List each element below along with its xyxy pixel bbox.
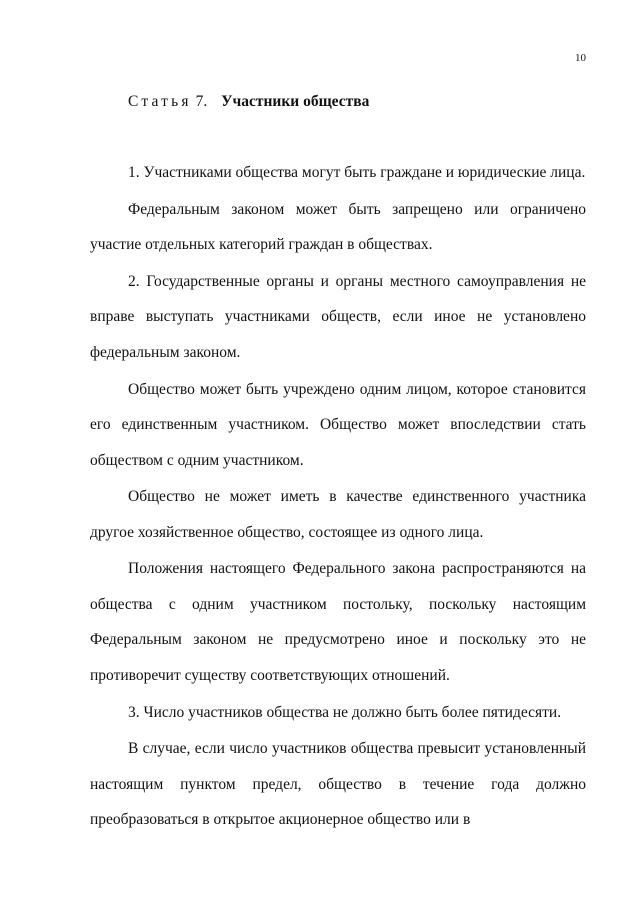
article-heading <box>128 92 369 112</box>
paragraph: Положения настоящего Федерального закона распространяются на общества с одним участником постольку, поскольку настоящим Федеральным законом не предусмотрено иное и поскольку это не противоречит существу соответствующих отношений. <box>90 560 586 684</box>
article-label: Статья <box>128 93 192 110</box>
paragraph: Общество не может иметь в качестве единственного участника другое хозяйственное общество, состоящее из одного лица. <box>90 488 586 541</box>
article-body <box>90 155 586 839</box>
article-title: Участники общества <box>221 93 370 110</box>
article-number: 7. <box>195 93 208 110</box>
paragraph: 1. Участниками общества могут быть граждане и юридические лица. <box>128 164 586 181</box>
paragraph: Общество может быть учреждено одним лицом, которое становится его единственным участником. Общество может впоследствии стать обществом с одним участником. <box>90 380 586 469</box>
page-number: 10 <box>575 52 586 64</box>
paragraph: 3. Число участников общества не должно быть более пятидесяти. <box>128 703 562 721</box>
paragraph: 2. Государственные органы и органы местного самоуправления не вправе выступать участниками обществ, если иное не установлено федеральным законом. <box>90 272 586 361</box>
paragraph: Федеральным законом может быть запрещено или ограничено участие отдельных категорий граждан в обществах. <box>90 200 586 254</box>
paragraph: В случае, если число участников общества превысит установленный настоящим пунктом предел, общество в течение года должно преобразоваться в открытое акционерное общество или в <box>90 740 586 829</box>
